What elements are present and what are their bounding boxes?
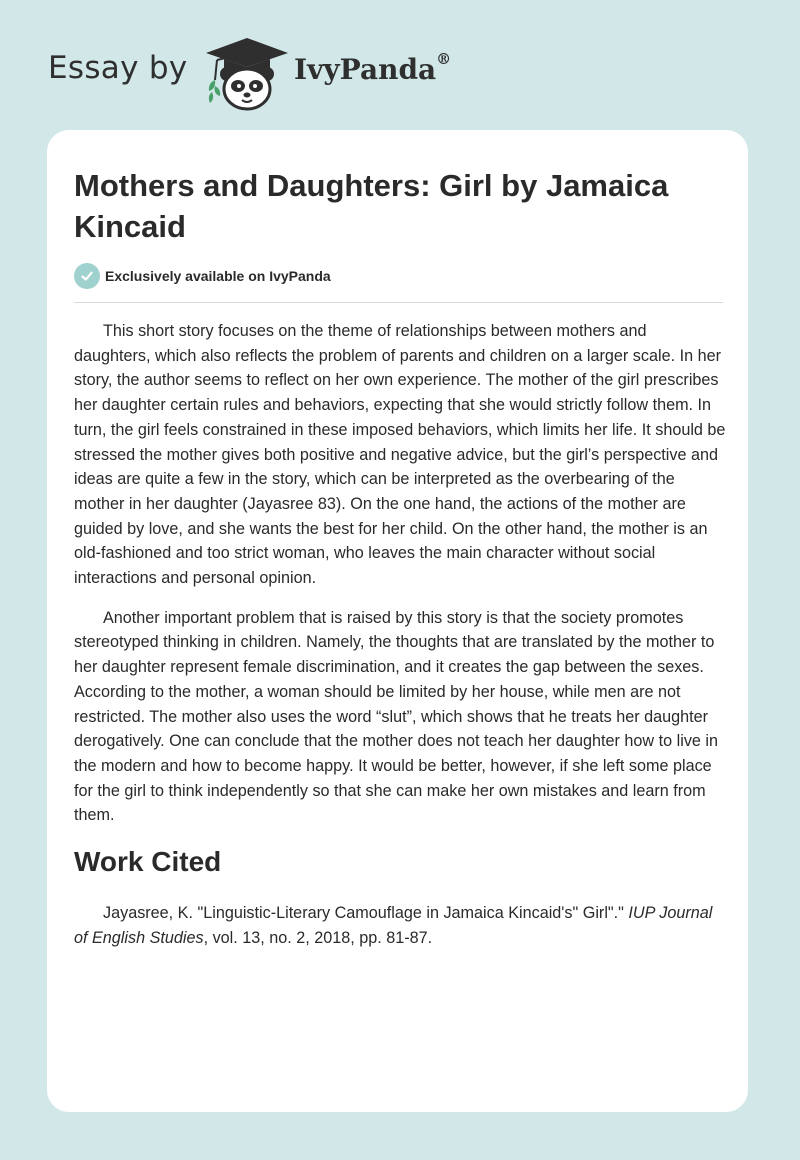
essay-title: Mothers and Daughters: Girl by Jamaica Kincaid xyxy=(74,168,669,244)
site-header xyxy=(0,0,800,130)
exclusive-label: Exclusively available on IvyPanda xyxy=(105,268,331,284)
brand-text: IvyPanda xyxy=(294,53,437,86)
paragraph: Another important problem that is raised by this story is that the society promotes stereotyped thinking in children. Namely, the thoughts that are translated by the mother to her daughter represent female discrimination, and it creates the gap between the sexes. According to the mother, a woman should be limited by her house, while men are not restricted. The mother also uses the word “slut”, which shows that he treats her daughter derogatively. One can conclude that the mother does not teach her daughter how to live in the modern and how to become happy. It would be better, however, if she left some place for the girl to think independently so that she can make her own mistakes and learn from them. xyxy=(74,608,719,825)
check-icon xyxy=(74,263,100,289)
essay-card xyxy=(47,130,748,1112)
citation-entry xyxy=(74,901,727,950)
brand-name[interactable] xyxy=(294,50,452,86)
citation-details: , vol. 13, no. 2, 2018, pp. 81-87. xyxy=(203,928,433,947)
citation-author-title: Jayasree, K. "Linguistic-Literary Camouflage in Jamaica Kincaid's" Girl"." xyxy=(103,904,629,923)
paragraph: This short story focuses on the theme of relationships between mothers and daughters, which also reflects the problem of parents and children on a larger scale. In her story, the author seems to reflect on her own experience. The mother of the girl prescribes her daughter certain rules and behaviors, expecting that she would strictly follow them. In turn, the girl feels constrained in these imposed behaviors, which limits her life. It should be stressed the mother gives both positive and negative advice, but the girl’s perspective and ideas are quite a few in the story, which can be interpreted as the overbearing of the mother in her daughter (Jayasree 83). On the one hand, the actions of the mother are guided by love, and she wants the best for her child. On the other hand, the mother is an old-fashioned and too strict woman, who leaves the main character without social interactions and personal opinion. xyxy=(74,322,726,588)
citation-journal: IUP Journal of English Studies xyxy=(74,904,713,947)
essay-body xyxy=(74,319,727,950)
essay-by-label: Essay by xyxy=(48,50,188,86)
exclusive-badge xyxy=(74,262,331,290)
works-cited-heading: Work Cited xyxy=(74,846,222,878)
divider xyxy=(74,302,723,303)
registered-mark: ® xyxy=(436,50,452,68)
panda-graduate-icon[interactable] xyxy=(202,36,292,112)
